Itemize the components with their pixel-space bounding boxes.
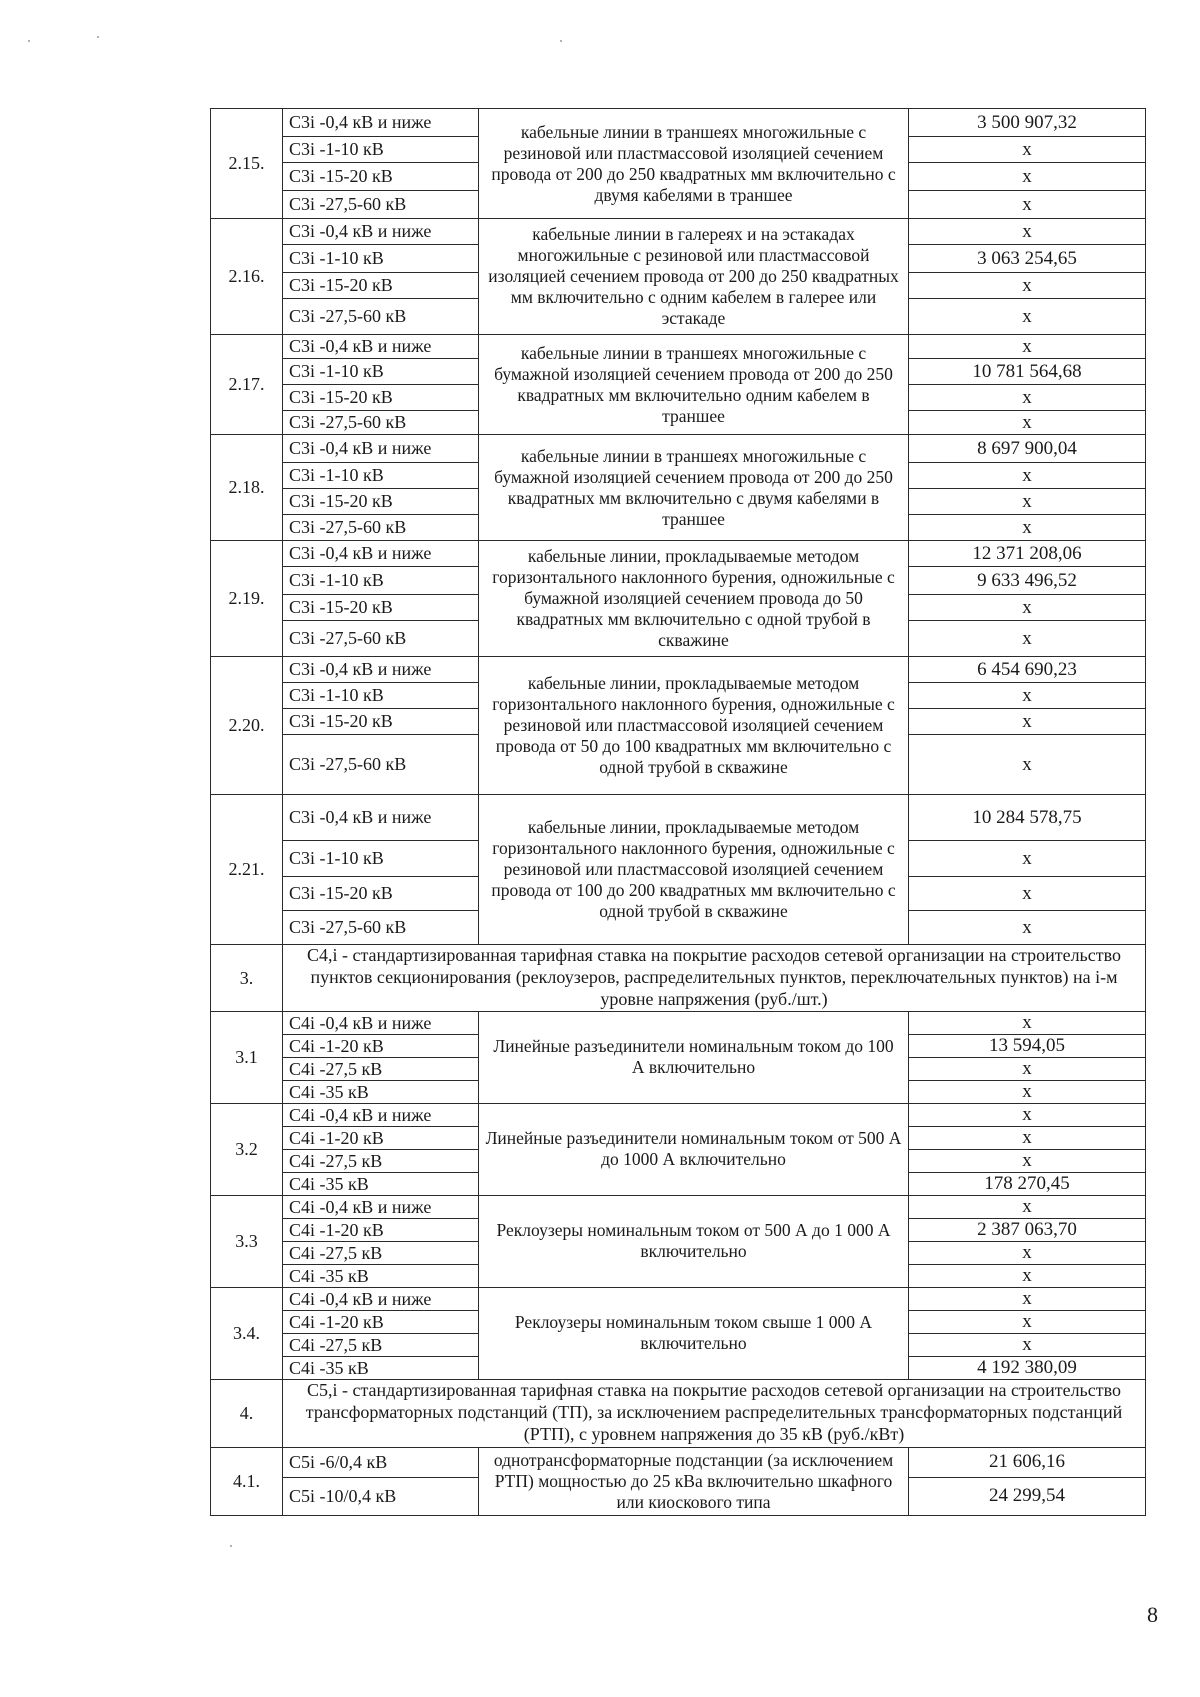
rate-code: С3i -27,5-60 кВ <box>283 735 479 795</box>
rate-code: С4i -35 кВ <box>283 1172 479 1195</box>
tariff-table <box>210 108 1146 1516</box>
item-description: Линейные разъединители номинальным током от 500 А до 1000 А включительно <box>479 1103 909 1195</box>
rate-code: С5i -10/0,4 кВ <box>283 1477 479 1515</box>
rate-code: С4i -1-20 кВ <box>283 1034 479 1057</box>
table-row <box>211 435 1146 463</box>
rate-value: х <box>909 911 1146 945</box>
rate-code: С4i -1-20 кВ <box>283 1126 479 1149</box>
rate-code: С3i -27,5-60 кВ <box>283 411 479 435</box>
rate-value: х <box>909 683 1146 709</box>
rate-code: С4i -35 кВ <box>283 1356 479 1379</box>
rate-value: 10 781 564,68 <box>909 359 1146 385</box>
rate-code: С4i -0,4 кВ и ниже <box>283 1195 479 1218</box>
item-number: 2.20. <box>211 657 283 795</box>
scan-speck <box>560 40 562 42</box>
rate-code: С4i -27,5 кВ <box>283 1057 479 1080</box>
section-row <box>211 945 1146 1012</box>
rate-value: х <box>909 1057 1146 1080</box>
rate-code: С3i -1-10 кВ <box>283 463 479 489</box>
section-heading: С4,i - стандартизированная тарифная ставка на покрытие расходов сетевой организации на строительство пунктов секционирования (реклоузеров, распределительных пунктов, переключательных пунктов) на i-м уровне напряжения (руб./шт.) <box>283 945 1146 1012</box>
rate-code: С3i -1-10 кВ <box>283 137 479 163</box>
rate-value: 2 387 063,70 <box>909 1218 1146 1241</box>
item-number: 4.1. <box>211 1447 283 1515</box>
item-description: однотрансформаторные подстанции (за исключением РТП) мощностью до 25 кВа включительно шкафного или киоскового типа <box>479 1447 909 1515</box>
table-row <box>211 657 1146 683</box>
rate-value: 6 454 690,23 <box>909 657 1146 683</box>
rate-code: С3i -1-10 кВ <box>283 683 479 709</box>
item-number: 3.1 <box>211 1011 283 1103</box>
rate-code: С4i -0,4 кВ и ниже <box>283 1011 479 1034</box>
rate-value: х <box>909 1126 1146 1149</box>
rate-code: С3i -15-20 кВ <box>283 709 479 735</box>
section-row <box>211 1379 1146 1447</box>
rate-value: 3 063 254,65 <box>909 245 1146 273</box>
rate-value: х <box>909 1103 1146 1126</box>
rate-value: х <box>909 1080 1146 1103</box>
item-description: кабельные линии, прокладываемые методом горизонтального наклонного бурения, одножильные с резиновой или пластмассовой изоляцией сечением провода от 100 до 200 квадратных мм включительно с одной трубой в скважине <box>479 795 909 945</box>
rate-value: 3 500 907,32 <box>909 109 1146 137</box>
rate-value: 21 606,16 <box>909 1447 1146 1477</box>
rate-value: х <box>909 1149 1146 1172</box>
rate-code: С3i -15-20 кВ <box>283 273 479 299</box>
scan-speck <box>97 36 99 38</box>
rate-value: 178 270,45 <box>909 1172 1146 1195</box>
rate-code: С3i -15-20 кВ <box>283 595 479 621</box>
rate-value: 12 371 208,06 <box>909 541 1146 567</box>
rate-code: С4i -35 кВ <box>283 1264 479 1287</box>
item-number: 2.17. <box>211 335 283 435</box>
rate-code: С3i -15-20 кВ <box>283 385 479 411</box>
table-row <box>211 1103 1146 1126</box>
rate-value: х <box>909 735 1146 795</box>
item-number: 3.4. <box>211 1287 283 1379</box>
rate-code: С3i -0,4 кВ и ниже <box>283 795 479 841</box>
rate-code: С3i -15-20 кВ <box>283 489 479 515</box>
rate-code: С4i -0,4 кВ и ниже <box>283 1103 479 1126</box>
item-number: 2.21. <box>211 795 283 945</box>
rate-value: х <box>909 137 1146 163</box>
rate-value: х <box>909 1333 1146 1356</box>
item-description: Реклоузеры номинальным током свыше 1 000 А включительно <box>479 1287 909 1379</box>
rate-code: С3i -27,5-60 кВ <box>283 299 479 335</box>
item-number: 2.15. <box>211 109 283 219</box>
rate-value: х <box>909 621 1146 657</box>
rate-value: х <box>909 1011 1146 1034</box>
rate-value: 4 192 380,09 <box>909 1356 1146 1379</box>
rate-code: С3i -1-10 кВ <box>283 359 479 385</box>
rate-code: С3i -27,5-60 кВ <box>283 515 479 541</box>
rate-code: С4i -27,5 кВ <box>283 1149 479 1172</box>
rate-value: х <box>909 515 1146 541</box>
scan-speck <box>28 40 30 42</box>
rate-code: С4i -0,4 кВ и ниже <box>283 1287 479 1310</box>
rate-code: С3i -0,4 кВ и ниже <box>283 335 479 359</box>
rate-code: С3i -27,5-60 кВ <box>283 621 479 657</box>
item-description: кабельные линии в траншеях многожильные с резиновой или пластмассовой изоляцией сечением провода от 200 до 250 квадратных мм включительно с двумя кабелями в траншее <box>479 109 909 219</box>
rate-code: С3i -15-20 кВ <box>283 877 479 911</box>
rate-code: С3i -27,5-60 кВ <box>283 191 479 219</box>
rate-value: 9 633 496,52 <box>909 567 1146 595</box>
rate-value: 10 284 578,75 <box>909 795 1146 841</box>
table-row <box>211 109 1146 137</box>
item-number: 2.18. <box>211 435 283 541</box>
item-description: Линейные разъединители номинальным током до 100 А включительно <box>479 1011 909 1103</box>
rate-value: 8 697 900,04 <box>909 435 1146 463</box>
rate-code: С3i -15-20 кВ <box>283 163 479 191</box>
rate-value: х <box>909 709 1146 735</box>
rate-code: С4i -1-20 кВ <box>283 1218 479 1241</box>
rate-value: х <box>909 1195 1146 1218</box>
rate-value: х <box>909 411 1146 435</box>
section-number: 4. <box>211 1379 283 1447</box>
rate-value: х <box>909 1241 1146 1264</box>
rate-value: х <box>909 273 1146 299</box>
rate-code: С3i -27,5-60 кВ <box>283 911 479 945</box>
item-number: 3.2 <box>211 1103 283 1195</box>
rate-value: х <box>909 385 1146 411</box>
item-number: 2.16. <box>211 219 283 335</box>
rate-value: х <box>909 1310 1146 1333</box>
rate-value: х <box>909 877 1146 911</box>
table-row <box>211 1011 1146 1034</box>
rate-code: С3i -0,4 кВ и ниже <box>283 541 479 567</box>
table-row <box>211 1195 1146 1218</box>
rate-code: С4i -35 кВ <box>283 1080 479 1103</box>
rate-code: С3i -1-10 кВ <box>283 841 479 877</box>
rate-value: х <box>909 595 1146 621</box>
rate-code: С5i -6/0,4 кВ <box>283 1447 479 1477</box>
rate-value: х <box>909 163 1146 191</box>
rate-value: 13 594,05 <box>909 1034 1146 1057</box>
table-row <box>211 1447 1146 1477</box>
rate-code: С4i -27,5 кВ <box>283 1333 479 1356</box>
item-description: кабельные линии в траншеях многожильные с бумажной изоляцией сечением провода от 200 до 250 квадратных мм включительно одним кабелем в траншее <box>479 335 909 435</box>
item-description: кабельные линии, прокладываемые методом горизонтального наклонного бурения, одножильные с бумажной изоляцией сечением провода до 50 квадратных мм включительно с одной трубой в скважине <box>479 541 909 657</box>
table-row <box>211 1287 1146 1310</box>
rate-value: х <box>909 219 1146 245</box>
table-row <box>211 335 1146 359</box>
section-number: 3. <box>211 945 283 1012</box>
table-row <box>211 795 1146 841</box>
rate-value: х <box>909 335 1146 359</box>
rate-code: С4i -27,5 кВ <box>283 1241 479 1264</box>
item-description: кабельные линии в траншеях многожильные с бумажной изоляцией сечением провода от 200 до 250 квадратных мм включительно с двумя кабелями в траншее <box>479 435 909 541</box>
table-row <box>211 541 1146 567</box>
rate-code: С3i -1-10 кВ <box>283 567 479 595</box>
item-description: Реклоузеры номинальным током от 500 А до 1 000 А включительно <box>479 1195 909 1287</box>
rate-value: х <box>909 191 1146 219</box>
scan-speck <box>230 1545 232 1547</box>
rate-value: 24 299,54 <box>909 1477 1146 1515</box>
rate-code: С3i -0,4 кВ и ниже <box>283 109 479 137</box>
item-number: 2.19. <box>211 541 283 657</box>
item-number: 3.3 <box>211 1195 283 1287</box>
rate-code: С4i -1-20 кВ <box>283 1310 479 1333</box>
section-heading: С5,i - стандартизированная тарифная ставка на покрытие расходов сетевой организации на строительство трансформаторных подстанций (ТП), за исключением распределительных трансформаторных подстанций (РТП), с уровнем напряжения до 35 кВ (руб./кВт) <box>283 1379 1146 1447</box>
rate-value: х <box>909 1264 1146 1287</box>
rate-value: х <box>909 463 1146 489</box>
item-description: кабельные линии, прокладываемые методом горизонтального наклонного бурения, одножильные с резиновой или пластмассовой изоляцией сечением провода от 50 до 100 квадратных мм включительно с одной трубой в скважине <box>479 657 909 795</box>
table-row <box>211 219 1146 245</box>
rate-value: х <box>909 841 1146 877</box>
rate-code: С3i -1-10 кВ <box>283 245 479 273</box>
rate-value: х <box>909 489 1146 515</box>
page-number: 8 <box>1147 1602 1158 1627</box>
item-description: кабельные линии в галереях и на эстакадах многожильные с резиновой или пластмассовой изоляцией сечением провода от 200 до 250 квадратных мм включительно с одним кабелем в галерее или эстакаде <box>479 219 909 335</box>
rate-value: х <box>909 299 1146 335</box>
rate-code: С3i -0,4 кВ и ниже <box>283 657 479 683</box>
rate-code: С3i -0,4 кВ и ниже <box>283 435 479 463</box>
rate-code: С3i -0,4 кВ и ниже <box>283 219 479 245</box>
rate-value: х <box>909 1287 1146 1310</box>
